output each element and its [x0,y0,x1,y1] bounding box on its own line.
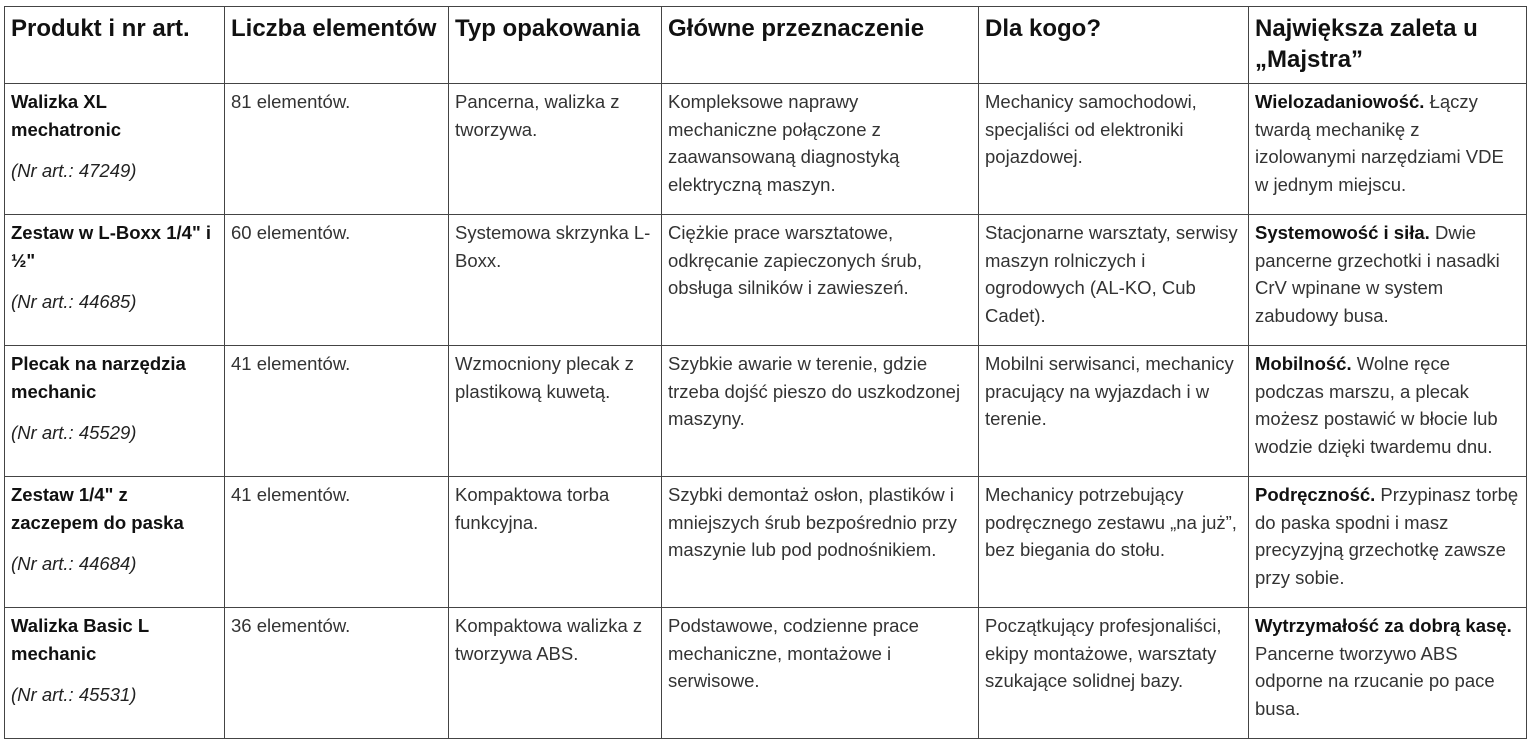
comparison-table [4,6,1527,739]
audience-cell: Mechanicy potrzebujący podręcznego zestawu „na już”, bez biegania do stołu. [979,477,1249,608]
audience-cell: Początkujący profesjonaliści, ekipy montażowe, warsztaty szukające solidnej bazy. [979,608,1249,739]
packaging-cell: Kompaktowa walizka z tworzywa ABS. [449,608,662,739]
audience-cell: Mechanicy samochodowi, specjaliści od elektroniki pojazdowej. [979,84,1249,215]
purpose-cell: Szybki demontaż osłon, plastików i mniejszych śrub bezpośrednio przy maszynie lub pod podnośnikiem. [662,477,979,608]
advantage-text: Łączy twardą mechanikę z izolowanymi narzędziami VDE w jednym miejscu. [1255,91,1504,195]
advantage-cell [1249,215,1527,346]
table-row [5,84,1527,215]
table-row [5,215,1527,346]
audience-cell: Mobilni serwisanci, mechanicy pracujący na wyjazdach i w terenie. [979,346,1249,477]
header-packaging: Typ opakowania [449,7,662,84]
header-product: Produkt i nr art. [5,7,225,84]
count-cell: 81 elementów. [225,84,449,215]
advantage-text: Wolne ręce podczas marszu, a plecak możesz postawić w błocie lub wodzie dzięki twardemu dnu. [1255,353,1498,457]
packaging-cell: Kompaktowa torba funkcyjna. [449,477,662,608]
advantage-cell [1249,608,1527,739]
article-number: (Nr art.: 45531) [11,684,137,705]
advantage-title: Podręczność. [1255,484,1376,505]
product-name: Zestaw 1/4" z zaczepem do paska [11,484,184,533]
product-name: Zestaw w L-Boxx 1/4" i ½" [11,222,211,271]
article-number: (Nr art.: 45529) [11,422,137,443]
packaging-cell: Wzmocniony plecak z plastikową kuwetą. [449,346,662,477]
advantage-title: Wielozadaniowość. [1255,91,1425,112]
count-cell: 36 elementów. [225,608,449,739]
product-name: Walizka Basic L mechanic [11,615,149,664]
advantage-text: Pancerne tworzywo ABS odporne na rzucanie po pace busa. [1255,642,1495,719]
purpose-cell: Szybkie awarie w terenie, gdzie trzeba dojść pieszo do uszkodzonej maszyny. [662,346,979,477]
audience-cell: Stacjonarne warsztaty, serwisy maszyn rolniczych i ogrodowych (AL-KO, Cub Cadet). [979,215,1249,346]
packaging-cell: Systemowa skrzynka L-Boxx. [449,215,662,346]
count-cell: 41 elementów. [225,346,449,477]
advantage-cell [1249,477,1527,608]
article-number: (Nr art.: 47249) [11,160,137,181]
count-cell: 41 elementów. [225,477,449,608]
product-cell [5,608,225,739]
header-audience: Dla kogo? [979,7,1249,84]
product-cell [5,346,225,477]
count-cell: 60 elementów. [225,215,449,346]
advantage-cell [1249,84,1527,215]
advantage-title: Wytrzymałość za dobrą kasę. [1255,615,1512,636]
purpose-cell: Kompleksowe naprawy mechaniczne połączone z zaawansowaną diagnostyką elektryczną maszyn. [662,84,979,215]
table-row [5,477,1527,608]
product-name: Walizka XL mechatronic [11,91,122,140]
advantage-cell [1249,346,1527,477]
advantage-title: Mobilność. [1255,353,1352,374]
article-number: (Nr art.: 44684) [11,553,137,574]
product-cell [5,477,225,608]
table-row [5,346,1527,477]
header-purpose: Główne przeznaczenie [662,7,979,84]
purpose-cell: Ciężkie prace warsztatowe, odkręcanie zapieczonych śrub, obsługa silników i zawieszeń. [662,215,979,346]
table-header-row [5,7,1527,84]
table-row [5,608,1527,739]
packaging-cell: Pancerna, walizka z tworzywa. [449,84,662,215]
product-name: Plecak na narzędzia mechanic [11,353,186,402]
article-number: (Nr art.: 44685) [11,291,137,312]
advantage-text: Przypinasz torbę do paska spodni i masz precyzyjną grzechotkę zawsze przy sobie. [1255,484,1519,588]
product-cell [5,215,225,346]
product-cell [5,84,225,215]
purpose-cell: Podstawowe, codzienne prace mechaniczne, montażowe i serwisowe. [662,608,979,739]
advantage-text: Dwie pancerne grzechotki i nasadki CrV wpinane w system zabudowy busa. [1255,222,1500,326]
advantage-title: Systemowość i siła. [1255,222,1430,243]
header-count: Liczba elementów [225,7,449,84]
header-advantage: Największa zaleta u „Majstra” [1249,7,1527,84]
